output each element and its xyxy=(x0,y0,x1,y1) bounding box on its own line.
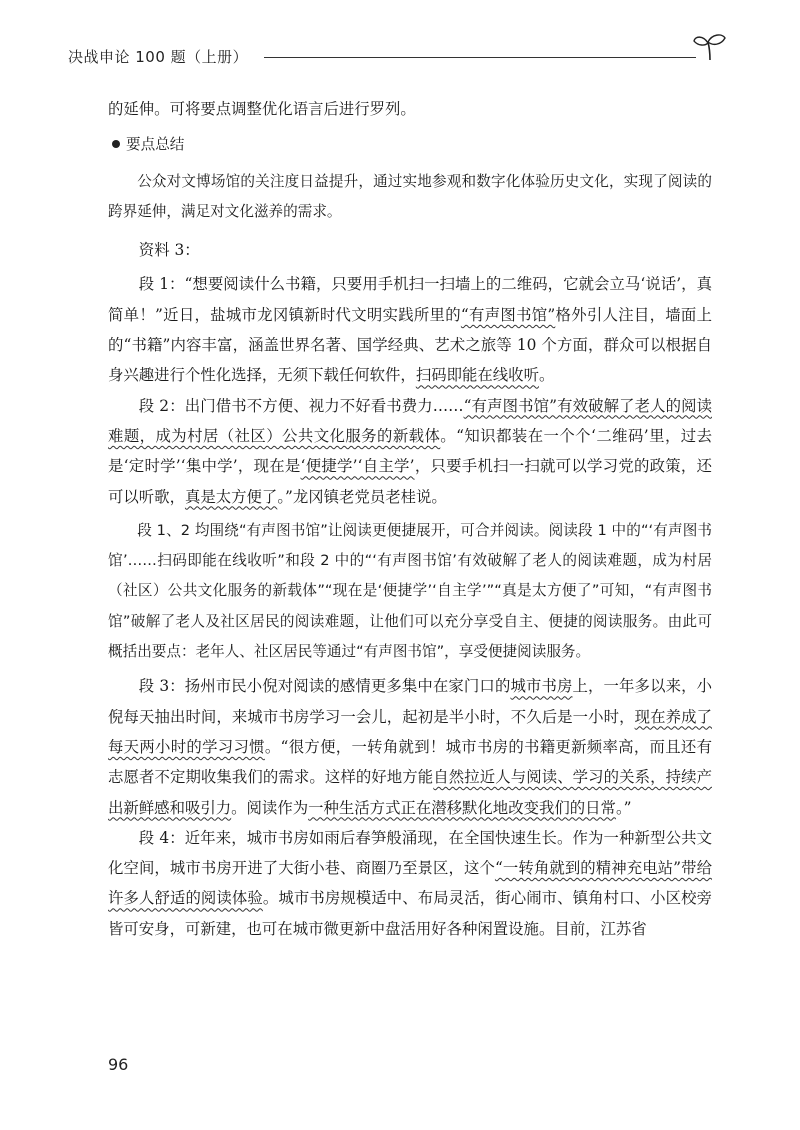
underlined-phrase: 真是太方便了 xyxy=(184,487,278,506)
header-rule xyxy=(264,57,696,58)
underlined-phrase: 城市书房 xyxy=(510,677,573,696)
book-title: 决战申论 100 题（上册） xyxy=(68,48,249,66)
underlined-phrase: “有声图书馆” xyxy=(460,305,556,324)
paragraph-continuation: 的延伸。可将要点调整优化语言后进行罗列。 xyxy=(108,100,416,118)
key-points-heading xyxy=(108,130,712,160)
text-run: 段 3：扬州市民小倪对阅读的感情更多集中在家门口的 xyxy=(138,677,511,696)
key-points-summary: 公众对文博场馆的关注度日益提升，通过实地参观和数字化体验历史文化，实现了阅读的跨界延伸，满足对文化滋养的需求。 xyxy=(108,172,712,220)
material-paragraph-1 xyxy=(108,269,712,390)
text-run: 。 xyxy=(538,366,555,385)
text-run: 。城市书房规模适中、布局灵活，街心闹市、镇角村口、小区校旁皆可安身，可新建，也可在城市微更新中盘活用好各种闲置设施。目前，江苏省 xyxy=(108,889,712,938)
text-run: 段 4：近年来，城市书房如雨后春笋般涌现，在全国快速生长。作为一种新型公共文化空间，城市书房开进了大街小巷、商圈乃至景区，这个 xyxy=(108,828,712,878)
text-run: 。” xyxy=(615,798,632,817)
page-number: 96 xyxy=(108,1055,129,1074)
text-run: 段 2：出门借书不方便、视力不好看书费力…… xyxy=(138,396,464,415)
underlined-phrase: “一转角就到的精神充电站”带给许多人舒适的阅读体验 xyxy=(108,859,712,908)
sprout-icon xyxy=(692,32,728,62)
section-label: 资料 3： xyxy=(138,241,200,260)
text-run: ，只要手机扫一扫就可以学习党的政策，还可以听歌， xyxy=(108,457,712,506)
running-header xyxy=(68,44,728,74)
page-body xyxy=(108,94,712,944)
material-paragraph-4 xyxy=(108,823,712,944)
text-run: 。”龙冈镇老党员老桂说。 xyxy=(277,487,447,506)
text-run: 格外引人注目，墙面上的“书籍”内容丰富，涵盖世界名著、国学经典、艺术之旅等 10 个方面，群众可以根据自身兴趣进行个性化选择，无须下载任何软件， xyxy=(108,305,712,385)
bullet-icon xyxy=(112,140,120,148)
underlined-phrase: “有声图书馆”有效破解了老人的阅读难题，成为村居（社区）公共文化服务的新载体 xyxy=(108,396,712,445)
text-run: 。“知识都装在一个个‘二维码’里，过去是‘定时学’‘集中学’，现在是 xyxy=(108,426,712,476)
text-run: 段 1：“想要阅读什么书籍，只要用手机扫一扫墙上的二维码，它就会立马‘说话’，真简单！”近日，盐城市龙冈镇新时代文明实践所里的 xyxy=(108,275,712,324)
underlined-phrase: 扫码即能在线收听 xyxy=(415,366,539,385)
underlined-phrase: 一种生活方式正在潜移默化地改变我们的日常 xyxy=(308,798,616,817)
material-paragraph-3 xyxy=(108,671,712,822)
text-run: 上，一年多以来，小倪每天抽出时间，来城市书房学习一会儿，起初是半小时，不久后是一小时， xyxy=(108,677,712,726)
material-paragraph-2 xyxy=(108,391,712,512)
underlined-phrase: ‘便捷学’‘自主学’ xyxy=(300,457,415,476)
analysis-paragraph: 段 1、2 均围绕“有声图书馆”让阅读更便捷展开，可合并阅读。阅读段 1 中的“‘有声图书馆’……扫码即能在线收听”和段 2 中的“‘有声图书馆’有效破解了老人的阅读难题，成为村居（社区）公共文化服务的新载体”“现在是‘便捷学’‘自主学’”“真是太方便了”可知，“有声图书馆”破解了老人及社区居民的阅读难题，让他们可以充分享受自主、便捷的阅读服务。由此可概括出要点：老年人、社区居民等通过“有声图书馆”，享受便捷阅读服务。 xyxy=(108,521,712,661)
text-run: 。阅读作为 xyxy=(231,798,309,817)
underlined-phrase: 自然拉近人与阅读、学习的关系，持续产出新鲜感和吸引力 xyxy=(108,768,712,817)
heading-label: 要点总结 xyxy=(126,136,185,154)
text-run: 。“很方便，一转角就到！城市书房的书籍更新频率高，而且还有志愿者不定期收集我们的需求。这样的好地方能 xyxy=(108,737,712,787)
underlined-phrase: 现在养成了每天两小时的学习习惯 xyxy=(108,707,712,756)
